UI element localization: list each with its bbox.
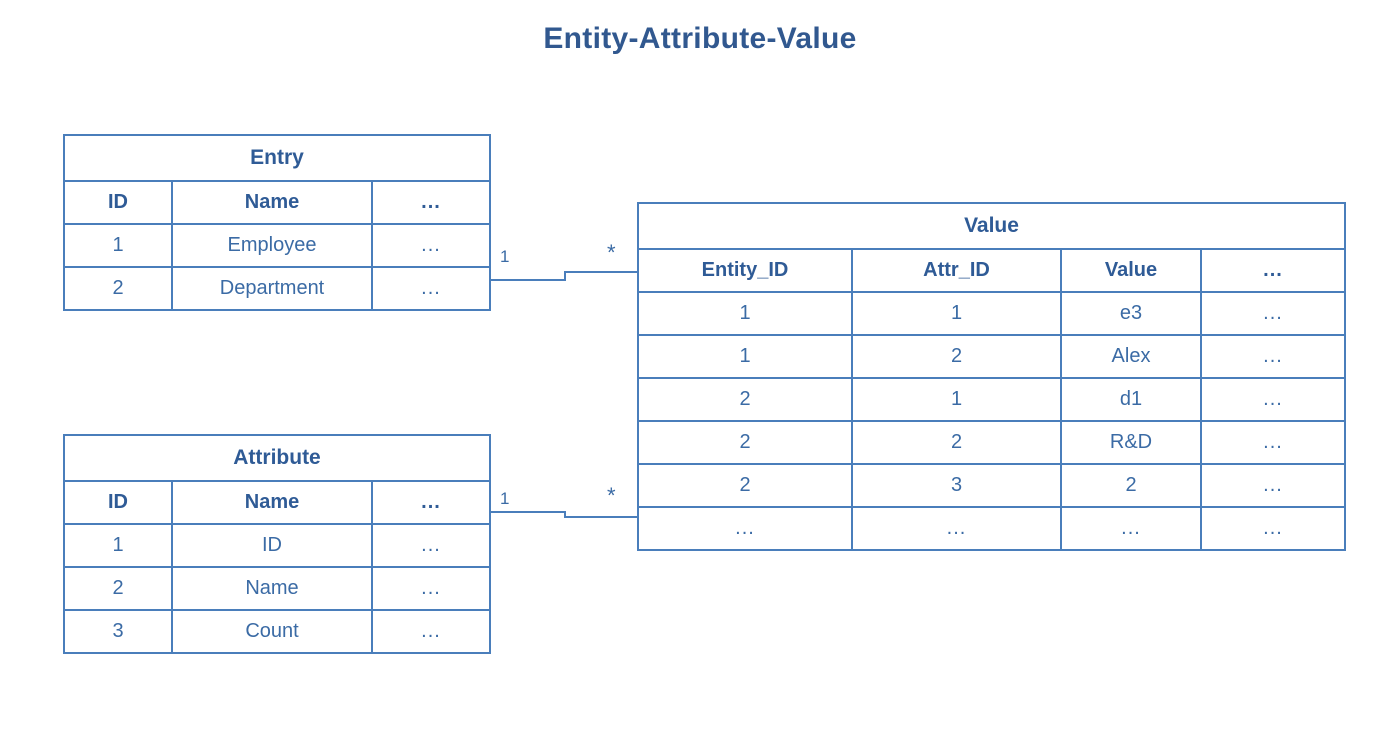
table-cell: 3 (65, 611, 173, 652)
table-cell: 2 (853, 422, 1062, 463)
table-cell: ... (421, 534, 441, 556)
table-cell: 2 (639, 379, 853, 420)
table-title-attribute: Attribute (65, 436, 489, 482)
table-row (639, 293, 1344, 336)
cardinality-label: 1 (500, 247, 510, 266)
table-cell: ... (853, 508, 1062, 549)
table-row (639, 336, 1344, 379)
table-cell: 1 (639, 293, 853, 334)
table-cell: ... (1062, 508, 1202, 549)
table-header-row (65, 182, 489, 225)
column-header: Entity_ID (639, 250, 853, 291)
table-cell: Name (173, 568, 373, 609)
column-header: Name (173, 482, 373, 523)
table-row (65, 525, 489, 568)
table-row (65, 611, 489, 652)
table-cell: e3 (1062, 293, 1202, 334)
table-row (639, 422, 1344, 465)
table-title-value: Value (639, 204, 1344, 250)
column-header: Value (1062, 250, 1202, 291)
table-cell: 1 (65, 525, 173, 566)
table-cell: ... (1263, 474, 1283, 496)
table-cell: ... (421, 577, 441, 599)
table-title-entry: Entry (65, 136, 489, 182)
entity-table-value (637, 202, 1346, 551)
table-cell: ID (173, 525, 373, 566)
column-header: ... (421, 191, 441, 213)
table-row (639, 379, 1344, 422)
table-row (65, 225, 489, 268)
table-cell: ... (1263, 345, 1283, 367)
table-cell: d1 (1062, 379, 1202, 420)
table-row (65, 268, 489, 309)
table-cell: ... (639, 508, 853, 549)
relation-entry-value (489, 250, 641, 310)
table-cell: 2 (65, 568, 173, 609)
table-cell: 1 (639, 336, 853, 377)
table-cell: 1 (853, 379, 1062, 420)
column-header: Name (173, 182, 373, 223)
table-cell: 1 (853, 293, 1062, 334)
entity-table-entry (63, 134, 491, 311)
table-row (639, 508, 1344, 549)
table-cell: Alex (1062, 336, 1202, 377)
table-cell: ... (421, 234, 441, 256)
table-cell: R&D (1062, 422, 1202, 463)
relation-attribute-value (489, 495, 641, 535)
table-cell: 2 (639, 422, 853, 463)
table-cell: ... (1263, 388, 1283, 410)
table-cell: Department (173, 268, 373, 309)
table-row (639, 465, 1344, 508)
table-header-row (65, 482, 489, 525)
table-row (65, 568, 489, 611)
cardinality-label: 1 (500, 489, 510, 508)
column-header: Attr_ID (853, 250, 1062, 291)
column-header: ... (421, 491, 441, 513)
table-cell: ... (421, 277, 441, 299)
column-header: ... (1263, 259, 1283, 281)
table-cell: 3 (853, 465, 1062, 506)
table-cell: 2 (1062, 465, 1202, 506)
table-cell: 2 (853, 336, 1062, 377)
table-cell: Count (173, 611, 373, 652)
table-cell: ... (1263, 431, 1283, 453)
cardinality-label: * (607, 483, 616, 508)
page-title: Entity-Attribute-Value (543, 22, 857, 55)
cardinality-label: * (607, 240, 616, 265)
table-header-row (639, 250, 1344, 293)
column-header: ID (65, 182, 173, 223)
entity-table-attribute (63, 434, 491, 654)
table-cell: 2 (65, 268, 173, 309)
table-cell: ... (1263, 302, 1283, 324)
table-cell: Employee (173, 225, 373, 266)
column-header: ID (65, 482, 173, 523)
table-cell: 2 (639, 465, 853, 506)
table-cell: ... (421, 620, 441, 642)
table-cell: 1 (65, 225, 173, 266)
table-cell: ... (1263, 517, 1283, 539)
